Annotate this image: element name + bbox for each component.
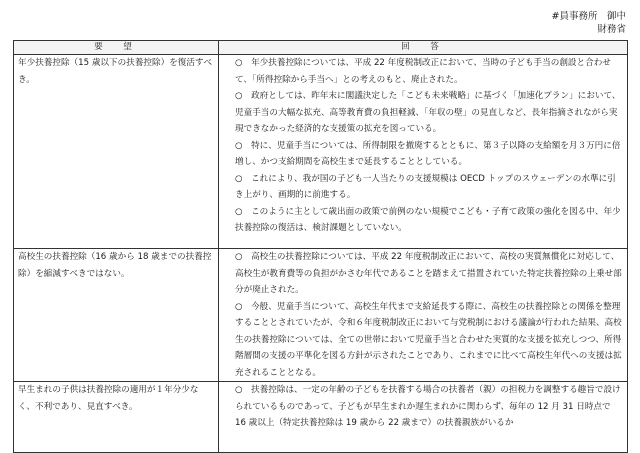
col-header-request: 要 望 [14, 41, 219, 55]
addressee-block [552, 10, 626, 36]
request-cell: 早生まれの子供は扶養控除の適用が１年分少なく、不利であり、見直すべき。 [14, 382, 219, 453]
response-paragraph: ○ 今般、児童手当について、高校生年代まで支給延長する際に、高校生の扶養控除との関係を整理することとされていたが、令和６年度税制改正において与党税制における議論が行われた結果、高校生の扶養控除については、全ての世帯において児童手当と合わせた実質的な支援を拡充しつつ、所得階層間の支援の平準化を図る方針が示されたことであり、これまでに比べて高校生年代への支援は拡充されることとなる。 [235, 301, 622, 378]
response-paragraph: ○ 扶養控除は、一定の年齢の子どもを扶養する場合の扶養者（親）の担税力を調整する趣旨で設けられているものであって、子どもが早生まれか遅生まれかに関わらず、毎年の 12 月 31 日時点で 16 歳以上（特定扶養控除は 19 歳から 22 歳まで）の扶養親族がいるか [235, 385, 621, 428]
table-row [14, 382, 628, 453]
request-response-table [13, 40, 628, 453]
response-cell [219, 55, 628, 249]
response-paragraph: ○ このように主として歳出面の政策で前例のない規模でこども・子育て政策の強化を図る中、年少扶養控除の復活は、検討課題としていない。 [235, 206, 621, 233]
response-paragraph: ○ 年少扶養控除については、平成 22 年度税制改正において、当時の子ども手当の創設と合わせて、「所得控除から手当へ」との考えのもと、廃止された。 [235, 58, 611, 85]
response-cell [219, 382, 628, 453]
issuer-ministry: 財務省 [597, 24, 626, 35]
addressee-line: #員事務所 御中 [551, 11, 626, 22]
col-header-response: 回 答 [219, 41, 628, 55]
response-paragraph: ○ 政府としては、昨年末に閣議決定した「こども未来戦略」に基づく「加速化プラン」において、児童手当の大幅な拡充、高等教育費の負担軽減、「年収の壁」の見直しなど、長年指摘されながら実現できなかった経済的な支援策の拡充を図っている。 [235, 91, 621, 134]
response-paragraph: ○ 特に、児童手当については、所得制限を撤廃するとともに、第３子以降の支給額を月３万円に倍増し、かつ支給期間を高校生まで延長することとしている。 [235, 140, 621, 167]
table-row [14, 55, 628, 249]
request-cell: 年少扶養控除（15 歳以下の扶養控除）を復活すべき。 [14, 55, 219, 249]
table-row [14, 249, 628, 382]
response-cell [219, 249, 628, 382]
response-paragraph: ○ これにより、我が国の子ども一人当たりの支援規模は OECD トップのスウェーデンの水準に引き上がり、画期的に前進する。 [235, 173, 616, 200]
response-paragraph: ○ 高校生の扶養控除については、平成 22 年度税制改正において、高校の実質無償化に対応して、高校生が教育費等の負担がかさむ年代であることを踏まえて措置されていた特定扶養控除の上乗せ部分が廃止された。 [235, 252, 622, 295]
table-header-row [14, 41, 628, 55]
request-cell: 高校生の扶養控除（16 歳から 18 歳までの扶養控除）を縮減すべきではない。 [14, 249, 219, 382]
